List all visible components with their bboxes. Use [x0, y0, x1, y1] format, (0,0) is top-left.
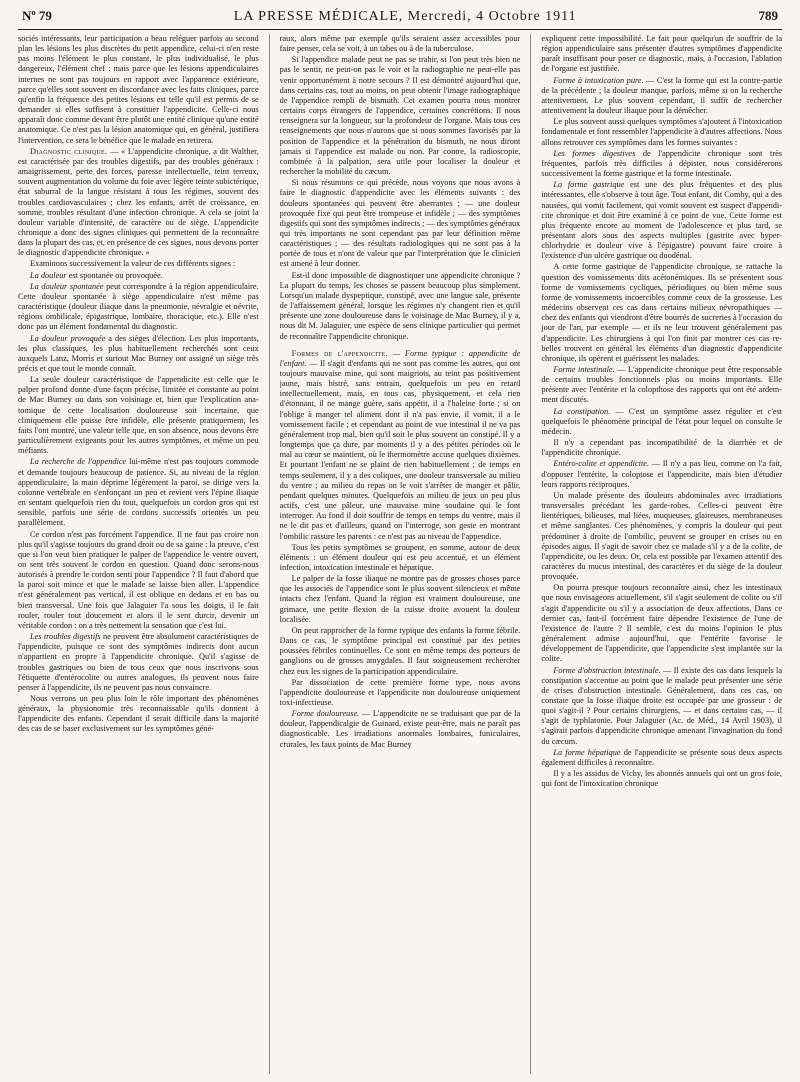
- paragraph: [541, 180, 782, 261]
- column-divider: [530, 34, 531, 1074]
- paragraph: [280, 709, 521, 750]
- paragraph: [541, 769, 782, 789]
- paragraph-text: est une des plus fréquentes et des plus intéressantes, elle s'observe à tout âge. Tout enfant, dit Comby, qui a des nausées, qui vomit facilement, qui vomit souvent est suspect d'appendicite chronique et doit être examiné à ce point de vue. Cette forme est plus fréquente encore au moment de l'adolescence et plus tard, se présentant alors sous des aspects multiples (gastrite avec hyperchlorhydrie et douleur vive à l'épigastre) pouvant faire croire à l'existence d'un ulcère gastrique ou duodénal.: [541, 180, 782, 261]
- paragraph-text: Le plus souvent aussi quelques symptômes s'ajoutent à l'intoxication fondamentale et font ressembler l'appendicite à d'autres affections. Nous allons retrouver ces symptômes dans les formes suivantes :: [541, 117, 782, 147]
- paragraph: [18, 694, 259, 735]
- italic-lead: La recherche de l'appendice: [30, 457, 127, 467]
- paragraph: [18, 34, 259, 146]
- paragraph: [18, 530, 259, 632]
- paragraph: [541, 262, 782, 364]
- italic-lead: Entéro-colite et appendicite.: [553, 459, 650, 469]
- paragraph-text: Tous les petits symptômes se groupent, en somme, autour de deux éléments : un élément douleur qui est peu accentué, et un élément infection, intoxication intestinale et hépatique.: [279, 542, 521, 572]
- italic-lead: Forme à intoxication pure.: [553, 75, 644, 85]
- paragraph-text: Il y a les assidus de Vichy, les abonnés annuels qui ont un gros foie, qui font de l'intoxication chronique: [541, 769, 782, 789]
- paragraph: [18, 147, 259, 259]
- paragraph-text: Le palper de la fosse iliaque ne montre pas de grosses choses parce que les associés de l'appendice sont le plus souvent silencieux et même intacts chez l'enfant. Quand la région est vraiment douloureuse, une grimace, une petite flexion de la cuisse droite avouent la douleur localisée.: [279, 574, 521, 624]
- paragraph: [541, 459, 782, 489]
- paragraph: [541, 365, 782, 406]
- paragraph: [280, 271, 521, 342]
- paragraph: [541, 117, 782, 147]
- italic-lead: La forme hépatique: [553, 747, 621, 757]
- paragraph-text: On peut rapprocher de la forme typique des enfants la forme fébrile. Dans ce cas, le symptôme principal est constitué par des petites poussées fébriles continuelles. Ce sont en même temps des porteurs de ganglions ou de grosses amygdales. Il faut soigneusement rechercher chez eux les signes de la participation appendiculaire.: [279, 625, 521, 676]
- paragraph: [541, 76, 782, 117]
- paragraph-text: sociés intéressants, leur participation a beau reléguer parfois au second plan les lésions les plus discrètes du petit appendice, celui-ci n'en reste pas moins l'élément le plus constant, le plus individualisé, le plus dangereux, l'élément chef : mais parce que les lésions appendiculaires internes ne sont pas toujours en rapport avec l'apparence extérieure, parce qu'elles sont souvent en discordance avec les faits cliniques, parce qu'enfin la fréquence des petites lésions est telle qu'il est permis de se demander si elles suffisent à constituer l'appendicite. Celle-ci nous apparaît donc comme devant être plutôt une entité clinique qu'une entité anatomique. Ce n'est pas la lésion anatomique qui, en général, justifiera l'intervention, ce sera le bénéfice que le malade en retirera.: [18, 34, 259, 145]
- paragraph: [18, 271, 259, 281]
- paragraph-text: lui-même n'est pas toujours commode et demande toujours beaucoup de patience. Si, au niveau de la région appendiculaire, la main déprime légèrement la paroi, se dirige vers la colonne vertébrale en s'enfonçant un peu et revient vers l'épine iliaque en sentant quelquefois rien du tout, quelquefois un cordon gros qui est sensible, parfois une série de cordons successifs orientés un peu parallèlement.: [18, 457, 259, 528]
- paragraph-text: A cette forme gastrique de l'appendicite chronique, se rattache la question des vomissements dits acétonémiques. Ils se présentent sous forme de vomissements cycliques, périodiques ou bien même sous forme de vomissements incoercibles comme ceux de la grossesse. Les médecins observent ces cas dans certains milieux névropathiques — chez des enfants qui viendront d'être bourrés de sucreries à l'occasion du jour de l'an, par exemple — et ils ne leur trouvent généralement pas d'appendicite. Les chirurgiens à qui l'on finit par montrer ces cas rebelles trouvent en général les éléments d'un diagnostic d'appendicite chronique, ils opèrent et guérissent les malades.: [541, 262, 782, 363]
- text-columns: [18, 34, 782, 1074]
- paragraph-text: — C'est un symptôme assez régulier et c'est quelquefois le phénomène principal de l'état pour lequel on consulte le médecin.: [541, 406, 782, 436]
- paragraph: [18, 259, 259, 269]
- section-lead: Diagnostic clinique.: [30, 146, 108, 156]
- paragraph: [18, 632, 259, 693]
- paragraph: [280, 34, 521, 54]
- paragraph-text: peut correspondre à la région appendiculaire. Cette douleur spontanée à siège appendiculaire n'est même pas caractéristique (douleur iliaque dans la pneumonie, névralgie et névrite, régions ombilicale, épigastrique, lombaire, thoracique, etc.). Elle n'est donc pas un élément fondamental du diagnostic.: [18, 281, 259, 332]
- page-number: 789: [758, 8, 778, 23]
- paragraph-text: Nous verrons un peu plus loin le rôle important des phénomènes généraux, la physionomie très reconnaissable qu'ils donnent à l'appendicite des enfants. Cependant il serait difficile dans la majorité des cas de se baser exclusivement sur les symptômes géné-: [18, 694, 259, 734]
- paragraph-text: — Il existe des cas dans lesquels la constipation s'accentue au point que le malade peut présenter une série de crises d'obstruction intestinale. Généralement, dans ces cas, on constate que la fosse iliaque droite est occupée par une grosseur : de quoi s'agit-il ? Pour certains chirurgiens, — et dans certains cas, — il s'agit de typhlatonie. Pour Jalaguier (Ac. de Méd., 14 Avril 1903), il s'agirait parfois d'appendicite chronique amenant l'invagination du fond du cæcum.: [541, 665, 782, 746]
- italic-lead: La douleur spontanée: [30, 281, 104, 291]
- paragraph: [280, 178, 521, 269]
- italic-lead: Les troubles digestifs: [30, 632, 101, 642]
- paragraph-text: expliquent cette impossibilité. Le fait pour quelqu'un de souffrir de la région appendiculaire sans présenter d'autres symptômes d'appendicite paraît insuffisant pour poser ce diagnostic, mais, à l'occasion, l'ablation de l'organe est justifiée.: [541, 34, 782, 74]
- paragraph-text: Par dissociation de cette première forme type, nous avons l'appendicite douloureuse et l'appendicite non douloureuse uniquement toxi-infectieuse.: [279, 677, 521, 707]
- paragraph-text: — « L'appendicite chronique, a dit Walther, est caractérisée par des troubles digestifs, par des troubles généraux : amaigrissement, perte des forces, paresse intellectuelle, teint terreux, souvent augmentation du volume du foie avec légère teinte subictérique, état saburral de la langue résistant à tous les régimes, souvent des troubles cardiovasculaires ; chez les enfants, arrêt de croissance, en somme, troubles résultant d'une infection chronique. A cela se joint la douleur variable d'intensité, de caractère ou de siège. L'appendicite chronique a donc des signes cliniques qui permettent de la reconnaître dans la plupart des cas, et, en présence de ces signes, nous devons porter le diagnostic d'appendicite chronique. »: [18, 146, 259, 258]
- paragraph: [280, 678, 521, 708]
- italic-lead: La forme gastrique: [553, 180, 625, 190]
- italic-lead: Forme d'obstruction intestinale.: [553, 665, 661, 675]
- paragraph-text: de l'appendicite chronique sont très fréquentes, parfois très difficiles à dépister, nous considérerons successivement la forme gastrique et la forme intestinale.: [541, 148, 782, 179]
- paragraph-text: Ce cordon n'est pas forcément l'appendice. Il ne faut pas croire non plus qu'il s'agisse toujours du grand droit ou de sa gaine : la preuve, c'est que si l'on veut bien pratiquer le palper de l'appendice le ventre ouvert, on sent très souvent le cordon en question. Quand donc serons-nous autorisés à prendre le cordon senti pour l'appendice ? Il faut d'abord que la paroi soit mince et que le malade se laisse bien aller. L'appendice n'est généralement pas vertical, il est oblique en dedans et en bas ou bien transversal. Une fois que Jalaguier l'a sous les doigts, il le fait rouler, rouler tout doucement et alors il le sent durcir, devenir un véritable cordon : on a très nettement la sensation que c'est lui.: [18, 529, 259, 630]
- paragraph-text: est spontanée ou provoquée.: [66, 270, 163, 280]
- paragraph: [541, 748, 782, 768]
- paragraph: [541, 34, 782, 75]
- column-2: [280, 34, 521, 1074]
- italic-lead: La douleur provoquée: [30, 333, 106, 343]
- italic-lead: Forme intestinale.: [553, 365, 615, 374]
- paragraph-text: Examinons successivement la valeur de ces différents signes :: [30, 259, 236, 269]
- paragraph: [541, 491, 782, 582]
- paragraph: [541, 407, 782, 437]
- paragraph: [280, 574, 521, 625]
- italic-lead: Les formes digestives: [553, 148, 636, 158]
- italic-lead: Forme douloureuse.: [291, 709, 360, 719]
- masthead-title: LA PRESSE MÉDICALE, Mercredi, 4 Octobre 1911: [233, 9, 577, 24]
- paragraph-text: — Il n'y a pas lieu, comme on l'a fait, d'opposer l'entérite, la coloptose et l'appendicite, mais bien d'étudier leurs rapports réciproques.: [541, 459, 782, 489]
- paragraph-text: Est-il donc impossible de diagnostiquer une appendicite chronique ? La plupart du temps, les choses se passent beaucoup plus simplement. Lorsqu'un malade dyspeptique, constipé, avec une langue sale, présente de l'affaissement général, lorsque les régimes n'y changent rien et qu'il présente une zone douloureuse dans le voisinage de Mac Burney, il y a, nous dit M. Jalaguier, une espèce de sens clinique particulier qui permet de reconnaître l'appendicite chronique.: [279, 270, 521, 341]
- paragraph: [280, 349, 521, 542]
- paragraph-text: — C'est la forme qui est la contre-partie de la précédente ; la douleur manque, parfois, même si on la recherche attentivement. Le plus souvent cependant, il suffit de rechercher attentivement la douleur iliaque pour la démêcher.: [541, 75, 782, 116]
- paragraph: [18, 457, 259, 528]
- paragraph: [18, 282, 259, 333]
- paragraph-text: — L'appendicite ne se traduisant que par de la douleur, l'appendicalgie de Guinard, existe peut-être, mais ne paraît pas diagnosticable. Les irradiations anormales lombaires, funiculaires, crurales, les faux points de Mac Burney: [279, 709, 521, 749]
- paragraph-text: La seule douleur caractéristique de l'appendicite est celle que le palper profond donne d'une façon précise, limitée et constante au point de Mac Burney ou dans son voisinage et, bien que l'explication anatomique de cette localisation douloureuse soit incertaine, que cliniquement elle puisse être infidèle, elle présente pratiquement, les faits l'ont montré, une valeur telle que, en son absence, nous devons être particulièrement exigeants pour les autres symptômes, et même un peu méfiants.: [18, 375, 259, 456]
- paragraph-text: On pourra presque toujours reconnaître ainsi, chez les intestinaux que nous envisageons actuellement, s'il s'agit seulement de colite ou s'il s'agit d'appendicite ou s'il y a association de deux affections. Dans ce dernier cas, faut-il forcément faire dépendre l'existence de l'une de l'existence de l'autre ? Il semble, c'est du moins l'opinion le plus généralement admise aujourd'hui, que l'entérite favorise le développement de l'appendicite, que l'appendicite s'est implantée sur la colite.: [541, 583, 782, 664]
- paragraph-text: ne peuvent être absolument caractéristiques de l'appendicite, puisque ce sont des symptômes indirects dont aucun n'appartient en propre à l'appendicite chronique. Qu'il s'agisse de troubles gastriques ou bien de tous ceux que nous inscrivons sous l'étiquette d'entérocolite ou autres analogues, ils peuvent nous faire penser à l'appendicite, ils ne peuvent pas nous convaincre.: [18, 632, 259, 692]
- paragraph-text: Si nous résumons ce qui précède, nous voyons que nous avons à faire le diagnostic d'appendicite avec les éléments suivants : des douleurs spontanées qui peuvent être aberrantes ; — une douleur provoquée fixe qui peut être trompeuse et infidèle ; — des symptômes digestifs qui sont des symptômes indirects ; — des symptômes généraux qui très importants ne sont cependant pas par leur définition même caractéristiques ; — des résultats radiologiques qui ne sont pas à la portée de tous et n'ont de valeur que par l'interprétation que le clinicien est amené à leur donner.: [279, 178, 521, 269]
- paragraph-text: de l'appendicite se présente sous deux aspects également difficiles à reconnaître.: [541, 747, 782, 767]
- italic-lead: La douleur: [30, 270, 67, 280]
- paragraph: [280, 55, 521, 177]
- paragraph-text: — Il s'agit d'enfants qui ne sont pas comme les autres, qui ont toujours mauvaise mine, qui sont maigriots, au teint pas positivement jaune, mais bistré, sans entrain, quelquefois un peu en retard intellectuellement, mais, en tous cas, physiquement, et cela rien d'étonnant, il ne mange guère, sans appétit, il a l'haleine forte ; si on l'oblige à manger tel aliment dont il n'a pas envie, il vomit, il a le vomissement facile ; et cependant au point de vue intestinal il ne va pas généralement trop mal, bien qu'il soit le plus souvent un constipé. Il y a longtemps que ça dure, par moments il y a des pétites périodes où le mal au cœur se maintient, où le thermomètre accuse quelques dixièmes. Et pourtant l'enfant ne se plaint de rien habituellement ; de temps en temps seulement, il y a des coliques, une douleur transversale au milieu du ventre ; au milieu du repas on le voit s'arrêter de manger et pâlir, pendant quelques minutes. Quelquefois au milieu de jeux un peu plus actifs, c'est une pâleur, une mauvaise mine soudaine qui le font interroger. Au fond il doit souffrir de temps en temps du ventre, mais il ne le dit pas et d'ailleurs, quand on l'interroge, son geste en montrant l'ombilic rassure les parents : ce n'est pas au niveau de l'appendice.: [279, 358, 521, 541]
- paragraph: [541, 438, 782, 458]
- paragraph: [280, 626, 521, 677]
- italic-lead: — Forme typique : appendicite de l'enfant.: [279, 348, 521, 368]
- paragraph-text: raux, alors même par exemple qu'ils seraient assez accessibles pour faire penser, cela se voit, à un tabes ou à de la tuberculose.: [279, 34, 521, 54]
- paragraph: [541, 149, 782, 179]
- issue-number: Nº 79: [22, 8, 52, 23]
- column-1: [18, 34, 259, 1074]
- italic-lead: La constipation.: [553, 406, 611, 416]
- paragraph-text: — L'appendicite chronique peut être responsable de certains troubles fonctionnels plus ou moins importants. Elle présente avec l'entérite et la colopthose des rapports qui ont été ardemment discutés.: [541, 365, 782, 405]
- column-3: [541, 34, 782, 1074]
- paragraph: [541, 666, 782, 747]
- paragraph-text: a des sièges d'élection. Les plus importants, les plus classiques, les plus habituellement recherchés sont ceux auxquels Lanz, Morris et surtout Mac Burney ont assigné un siège très précis et que tout le monde connaît.: [18, 333, 259, 373]
- paragraph: [541, 583, 782, 664]
- paragraph-text: Si l'appendice malade peut ne pas se trahir, si l'on peut très bien ne pas le sentir, ne peut-on pas le voir et la radiographie ne peut-elle pas venir opportunément à notre secours ? Il est démontré aujourd'hui que, dans certains cas, tout au moins, on peut obtenir l'image radiographique de l'appendice rempli de bismuth. Cet examen pourra nous montrer certains corps étrangers de l'appendice, certaines concrétions. Il nous renseignera sur la longueur, sur la profondeur de l'organe. Mais tous ces renseignements que nous n'aurons que si nous sommes favorisés par la position de l'appendice et la pénétration du bismuth, ne nous diront jamais si l'appendice est malade ou non. Par contre, la radioscopie, combinée à la palpation, sera utile pour localiser la douleur et rechercher la mobilité du cæcum.: [279, 55, 521, 177]
- paragraph: [18, 375, 259, 456]
- paragraph: [18, 334, 259, 375]
- section-lead: Formes de l'appendicite.: [291, 348, 388, 358]
- paragraph-text: Il n'y a cependant pas incompatibilité de la diarrhée et de l'appendicite chronique.: [541, 438, 782, 458]
- column-divider: [269, 34, 270, 1074]
- header-rule: [18, 29, 782, 30]
- paragraph: [280, 543, 521, 573]
- page-header: [18, 8, 782, 26]
- paragraph-text: Un malade présente des douleurs abdominales avec irradiations transversales précédant les garde-robes. Celles-ci peuvent être lientériques, bilieuses, mal liées, muqueuses, glaireuses, membraneuses et même sanglantes. Ces phénomènes, y compris la douleur qui peut prédominer à droite de l'ombilic, peuvent se grouper en crises ou en épisodes aigus. Il s'agit de savoir chez ce malade s'il y a de la colite, de l'appendicite, ou les deux. Or, cela est possible par l'examen attentif des caractères du mucus intestinal, des caractères et du siège de la douleur provoquée.: [541, 490, 782, 582]
